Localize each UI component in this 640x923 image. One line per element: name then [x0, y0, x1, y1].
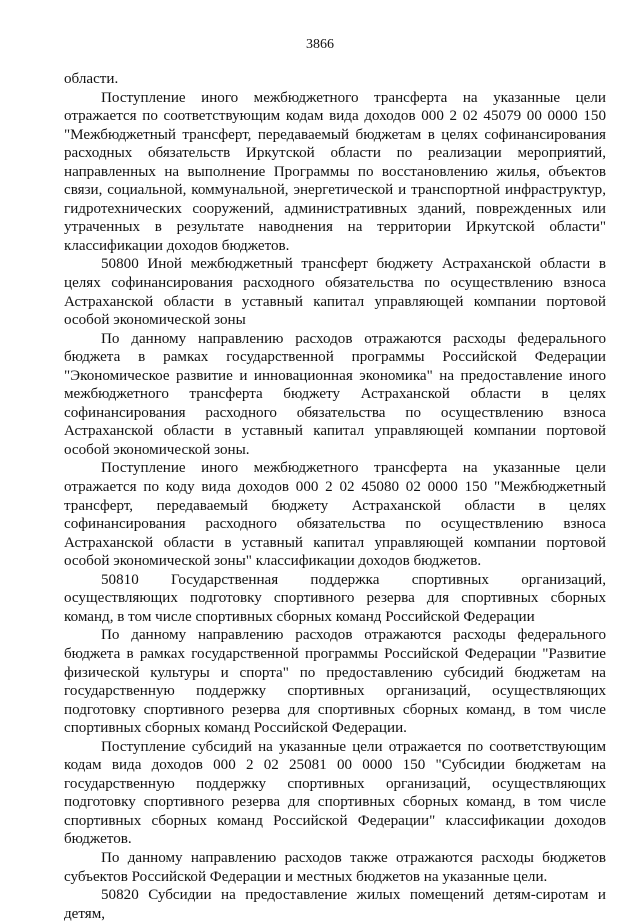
paragraph-50800-heading: 50800 Иной межбюджетный трансферт бюджету Астраханской области в целях софинансирования расходного обязательства по осуществлению взноса Астраханской области в уставный капитал управляющей компании портовой особой экономической зоны [64, 256, 606, 329]
paragraph-50810-expenses: По данному направлению расходов отражаются расходы федерального бюджета в рамках государственной программы Российской Федерации "Развитие физической культуры и спорта" по предоставлению субсидий бюджетам на государственную поддержку спортивных организаций, осуществляющих подготовку спортивного резерва для спортивных сборных команд, в том числе спортивных сборных команд Российской Федерации. [64, 627, 606, 737]
paragraph-irkutsk-revenue: Поступление иного межбюджетного трансферта на указанные цели отражается по соответствующим кодам вида доходов 000 2 02 45079 00 0000 150 "Межбюджетный трансферт, передаваемый бюджетам в целях софинансирования расходных обязательств Иркутской области по реализации мероприятий, направленных на выполнение Программы по восстановлению жилья, объектов связи, социальной, коммунальной, энергетической и транспортной инфраструктур, гидротехнических сооружений, административных зданий, поврежденных или утраченных в результате наводнения на территории Иркутской области" классификации доходов бюджетов. [64, 89, 606, 254]
paragraph-50810-revenue: Поступление субсидий на указанные цели отражается по соответствующим кодам вида доходов 000 2 02 25081 00 0000 150 "Субсидии бюджетам на государственную поддержку спортивных организаций, осуществляющих подготовку спортивного резерва для спортивных сборных команд, в том числе спортивных сборных команд Российской Федерации" классификации доходов бюджетов. [64, 738, 606, 848]
paragraph-50820-heading: 50820 Субсидии на предоставление жилых помещений детям-сиротам и детям, [64, 887, 606, 922]
paragraph-continuation: области. [64, 71, 119, 87]
paragraph-50800-revenue: Поступление иного межбюджетного трансферта на указанные цели отражается по коду вида доходов 000 2 02 45080 02 0000 150 "Межбюджетный трансферт, передаваемый бюджету Астраханской области в целях софинансирования расходного обязательства по осуществлению взноса Астраханской области в уставный капитал управляющей компании портовой особой экономической зоны" классификации доходов бюджетов. [64, 460, 606, 570]
page-number: 3866 [306, 37, 334, 52]
paragraph-50800-expenses: По данному направлению расходов отражаются расходы федерального бюджета в рамках государственной программы Российской Федерации "Экономическое развитие и инновационная экономика" на предоставление иного межбюджетного трансферта бюджету Астраханской области в целях софинансирования расходного обязательства по осуществлению взноса Астраханской области в уставный капитал управляющей компании портовой особой экономической зоны. [64, 330, 606, 458]
paragraph-50810-heading: 50810 Государственная поддержка спортивных организаций, осуществляющих подготовку спортивного резерва для спортивных сборных команд, в том числе спортивных сборных команд Российской Федерации [64, 571, 606, 625]
paragraph-50810-regional: По данному направлению расходов также отражаются расходы бюджетов субъектов Российской Федерации и местных бюджетов на указанные цели. [64, 849, 606, 885]
document-body [64, 70, 606, 923]
